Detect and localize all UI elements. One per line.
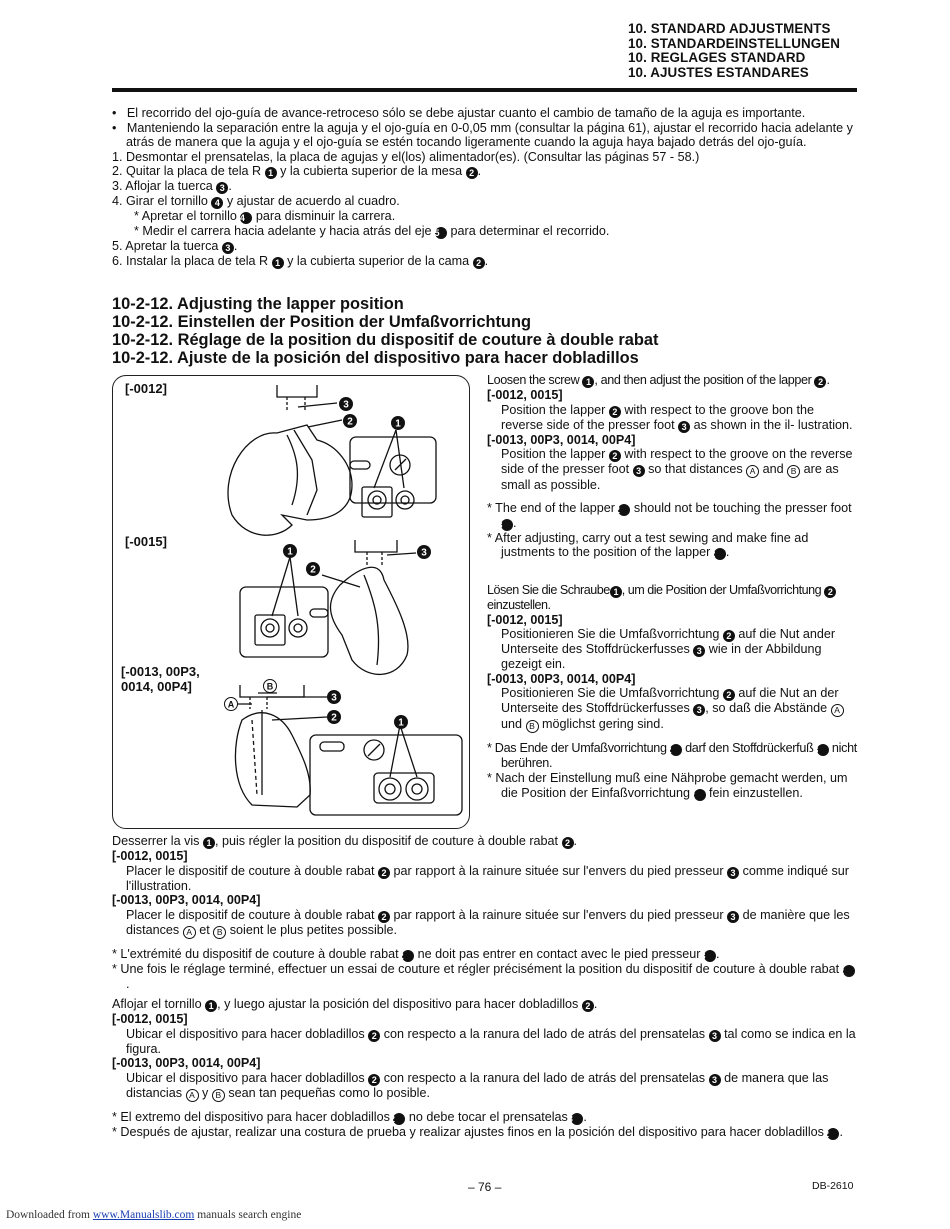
paragraph: Desserrer la vis 1 , puis régler la position du dispositif de couture à double rabat 2 .	[112, 834, 578, 848]
step-item: 6. Instalar la placa de tela R 1 y la cubierta superior de la cama 2 .	[112, 254, 489, 269]
note: * Une fois le réglage terminé, effectuer un essai de couture et régler précisément la position du dispositif de couture à double rabat 2.	[112, 962, 857, 992]
model-heading: [-0013, 00P3, 0014, 00P4]	[487, 432, 636, 447]
figure-label-0013: [-0013, 00P3, 0014, 00P4]	[121, 664, 200, 694]
figure-2	[240, 540, 416, 674]
paragraph: Position the lapper 2 with respect to the groove bon the reverse side of the presser foot 3 as shown in the il- lustration.	[501, 402, 853, 432]
header-rule	[112, 88, 857, 92]
spanish-block	[112, 997, 857, 1140]
bullet-item: • El recorrido del ojo-guía de avance-retroceso sólo se debe ajustar cuanto el cambio de tamaño de la aguja es importante.	[112, 106, 806, 120]
paragraph: Positionieren Sie die Umfaßvorrichtung 2 auf die Nut an der Unterseite des Stoffdrückerfusses 3 , so daß die Abstände A und B möglichst gering sind.	[487, 686, 857, 733]
paragraph: Ubicar el dispositivo para hacer dobladillos 2 con respecto a la ranura del lado de atrás del prensatelas 3 de manera que las distancias A y B sean tan pequeñas como lo posible.	[126, 1070, 829, 1100]
section-title-en: 10-2-12. Adjusting the lapper position	[112, 295, 404, 313]
step-item: 2. Quitar la placa de tela R 1 y la cubierta superior de la mesa 2 .	[112, 164, 482, 179]
page-number: – 76 –	[468, 1180, 502, 1194]
paragraph: Position the lapper 2 with respect to the groove on the reverse side of the presser foot 3 so that distances A and B are as small as possible.	[501, 447, 853, 493]
lapper-illustration	[112, 375, 468, 827]
model-heading: [-0012, 0015]	[487, 612, 563, 627]
svg-text:3: 3	[331, 692, 337, 704]
figure-label-0012: [-0012]	[125, 381, 167, 396]
section-title	[112, 295, 658, 367]
header-line: 10. STANDARDEINSTELLUNGEN	[628, 35, 841, 51]
svg-text:1: 1	[287, 546, 293, 558]
note: * The end of the lapper 2 should not be touching the presser foot 3 .	[487, 500, 852, 530]
model-heading: [-0013, 00P3, 0014, 00P4]	[112, 893, 261, 908]
note: * L'extrémité du dispositif de couture à double rabat 2 ne doit pas entrer en contact avec le pied presseur 3 .	[112, 946, 720, 961]
svg-text:2: 2	[331, 712, 337, 724]
paragraph: Placer le dispositif de couture à double rabat 2 par rapport à la rainure située sur l'envers du pied presseur 3 de manière que les distances A et B soient le plus petites possible.	[126, 907, 850, 937]
model-heading: [-0013, 00P3, 0014, 00P4]	[487, 671, 636, 686]
figure-3	[227, 685, 462, 815]
note: * Das Ende der Umfaßvorrichtung 2 darf den Stoffdrückerfuß 3 nicht berühren.	[487, 741, 857, 771]
bullet-item: • Manteniendo la separación entre la aguja y el ojo-guía en 0-0,05 mm (consultar la página 61), ajustar el recorrido hacia adelante y atrás de manera que la aguja y el ojo-guía se estén tocando ligeramente cuando la aguja haya bajado detrás del ojo-guía.	[112, 120, 853, 150]
download-notice: Downloaded from www.Manualslib.com manuals search engine	[6, 1209, 302, 1221]
svg-text:2: 2	[310, 564, 316, 576]
header-line: 10. REGLAGES STANDARD	[628, 50, 806, 65]
svg-text:3: 3	[343, 399, 349, 411]
paragraph: Aflojar el tornillo 1 , y luego ajustar la posición del dispositivo para hacer dobladillos 2 .	[112, 997, 598, 1011]
step-item: 5. Apretar la tuerca 3 .	[112, 239, 238, 254]
paragraph: Loosen the screw 1 , and then adjust the position of the lapper 2 .	[487, 373, 830, 387]
german-block	[487, 583, 857, 801]
svg-text:3: 3	[421, 547, 427, 559]
step-note: * Medir el carrera hacia adelante y hacia atrás del eje 5 para determinar el recorrido.	[134, 224, 610, 239]
document-id: DB-2610	[812, 1180, 854, 1192]
header-line: 10. STANDARD ADJUSTMENTS	[628, 21, 831, 36]
header-line: 10. AJUSTES ESTANDARES	[628, 64, 809, 80]
note: * After adjusting, carry out a test sewing and make fine ad justments to the position of the lapper 2 .	[487, 530, 809, 560]
note: * El extremo del dispositivo para hacer dobladillos 2 no debe tocar el prensatelas 3 .	[112, 1109, 587, 1124]
note: * Nach der Einstellung muß eine Nähprobe gemacht werden, um die Position der Einfaßvorrichtung 2 fein einzustellen.	[487, 770, 848, 800]
model-heading: [-0013, 00P3, 0014, 00P4]	[112, 1056, 261, 1071]
note: * Después de ajustar, realizar una costura de prueba y realizar ajustes finos en la posición del dispositivo para hacer dobladillos 2 .	[112, 1124, 843, 1139]
model-heading: [-0012, 0015]	[112, 1012, 188, 1026]
manualslib-link[interactable]: www.Manualslib.com	[92, 1209, 195, 1221]
callout-markers	[225, 397, 432, 729]
section-title-de: 10-2-12. Einstellen der Position der Umfaßvorrichtung	[112, 313, 531, 331]
paragraph: Ubicar el dispositivo para hacer dobladillos 2 con respecto a la ranura del lado de atrás del prensatelas 3 tal como se indica en la figura.	[126, 1026, 856, 1056]
svg-text:B: B	[266, 681, 274, 692]
figure-1	[228, 385, 436, 535]
svg-text:2: 2	[347, 416, 353, 428]
svg-text:1: 1	[395, 418, 401, 430]
section-title-fr: 10-2-12. Réglage de la position du dispositif de couture à double rabat	[112, 331, 659, 349]
french-block	[112, 834, 857, 991]
spanish-intro	[112, 106, 857, 269]
step-item: 4. Girar el tornillo 4 y ajustar de acuerdo al cuadro.	[112, 194, 400, 209]
step-item: 3. Aflojar la tuerca 3 .	[112, 179, 232, 194]
svg-text:A: A	[227, 699, 235, 710]
paragraph: Placer le dispositif de couture à double rabat 2 par rapport à la rainure située sur l'envers du pied presseur 3 comme indiqué sur l'illustration.	[126, 863, 849, 893]
svg-text:1: 1	[398, 717, 404, 729]
model-heading: [-0012, 0015]	[112, 849, 188, 863]
figure-label-0015: [-0015]	[125, 534, 167, 549]
section-title-es: 10-2-12. Ajuste de la posición del dispositivo para hacer dobladillos	[112, 349, 639, 367]
step-item: 1. Desmontar el prensatelas, la placa de agujas y el(los) alimentador(es). (Consultar las páginas 57 - 58.)	[112, 149, 700, 164]
paragraph: Positionieren Sie die Umfaßvorrichtung 2 auf die Nut ander Unterseite des Stoffdrückerfusses 3 wie in der Abbildung gezeigt ein.	[501, 627, 836, 672]
paragraph: Lösen Sie die Schraube 1 , um die Position der Umfaßvorrichtung 2 einzustellen.	[487, 583, 857, 613]
chapter-header	[628, 22, 840, 80]
model-heading: [-0012, 0015]	[487, 388, 563, 402]
english-block	[487, 373, 857, 560]
step-note: * Apretar el tornillo 4 para disminuir la carrera.	[134, 209, 396, 224]
